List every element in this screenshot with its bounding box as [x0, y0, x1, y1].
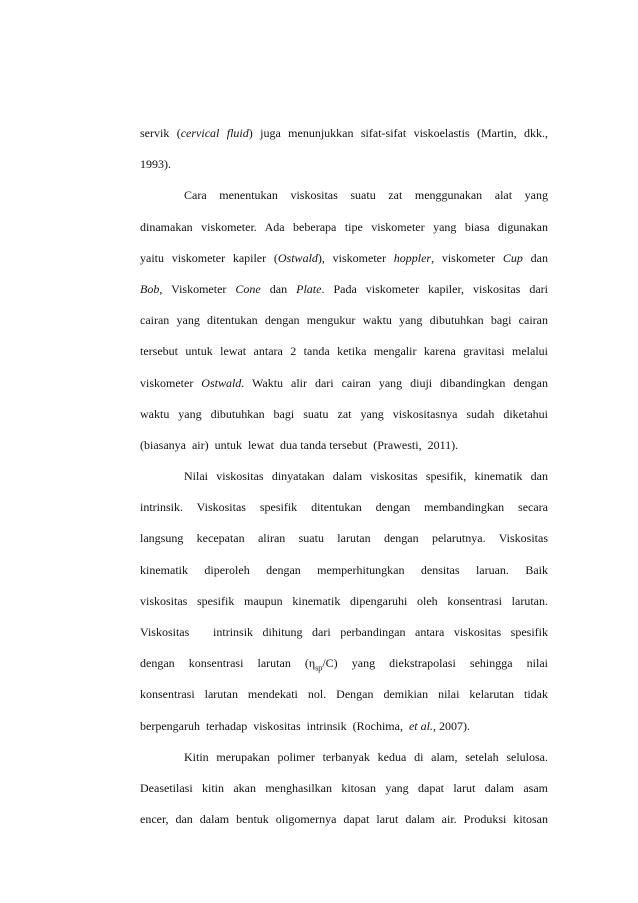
- text-line: [140, 773, 548, 804]
- text-segment: (biasanya air) untuk lewat dua tanda tersebut (Prawesti, 2011).: [140, 437, 459, 452]
- text-segment: viskometer: [140, 375, 202, 390]
- text-line: [140, 243, 548, 274]
- text-line: [140, 430, 548, 461]
- text-segment: berpengaruh terhadap viskositas intrinsik (Rochima,: [140, 718, 409, 733]
- italic-text: Ostwald: [277, 250, 318, 265]
- text-line: [140, 555, 548, 586]
- italic-text: Cup: [502, 250, 523, 265]
- text-segment: Nilai viskositas dinyatakan dalam viskositas spesifik, kinematik dan: [184, 469, 548, 484]
- italic-text: Plate: [296, 281, 322, 296]
- text-segment: waktu yang dibutuhkan bagi suatu zat yang viskositasnya sudah diketahui: [140, 406, 548, 421]
- text-line: [140, 212, 548, 243]
- italic-text: Cone: [235, 281, 261, 296]
- text-line: [140, 742, 548, 773]
- text-line: [140, 523, 548, 554]
- text-segment: Cara menentukan viskositas suatu zat menggunakan alat yang: [184, 188, 548, 203]
- text-segment: yaitu viskometer kapiler (: [140, 250, 278, 265]
- text-line: [140, 648, 548, 679]
- text-segment: dinamakan viskometer. Ada beberapa tipe viskometer yang biasa digunakan: [140, 219, 548, 234]
- italic-text: Bob: [140, 281, 160, 296]
- text-line: [140, 118, 548, 149]
- text-line: [140, 180, 548, 211]
- text-segment: encer, dan dalam bentuk oligomernya dapat larut dalam air. Produksi kitosan: [140, 812, 548, 827]
- italic-text: cervical fluid: [180, 126, 249, 140]
- text-segment: , Viskometer: [159, 281, 236, 296]
- text-segment: . Pada viskometer kapiler, viskositas dari: [321, 281, 548, 296]
- italic-text: Ostwald: [201, 375, 242, 390]
- text-segment: , 2007).: [432, 718, 470, 733]
- text-line: [140, 461, 548, 492]
- text-line: [140, 586, 548, 617]
- text-segment: ) juga menunjukkan sifat-sifat viskoelastis (Martin, dkk.,: [248, 126, 548, 140]
- text-segment: intrinsik. Viskositas spesifik ditentukan dengan membandingkan secara: [140, 500, 548, 515]
- text-line: [140, 679, 548, 710]
- text-segment: tersebut untuk lewat antara 2 tanda ketika mengalir karena gravitasi melalui: [140, 344, 548, 359]
- text-segment: dan: [522, 250, 548, 265]
- text-segment: , viskometer: [431, 250, 503, 265]
- text-line: [140, 305, 548, 336]
- text-segment: dengan konsentrasi larutan (η: [140, 656, 316, 671]
- text-line: [140, 274, 548, 305]
- text-segment: dan: [260, 281, 297, 296]
- italic-text: et al.: [408, 718, 433, 733]
- text-line: [140, 399, 548, 430]
- text-segment: kinematik diperoleh dengan memperhitungkan densitas laruan. Baik: [140, 562, 548, 577]
- text-segment: Kitin merupakan polimer terbanyak kedua di alam, setelah selulosa.: [184, 749, 548, 764]
- text-segment: Viskositas intrinsik dihitung dari perbandingan antara viskositas spesifik: [140, 625, 548, 639]
- text-segment: ), viskometer: [317, 250, 394, 265]
- text-segment: servik (: [140, 126, 181, 140]
- subscript-text: sp: [315, 663, 323, 673]
- text-segment: /C) yang diekstrapolasi sehingga nilai: [322, 656, 548, 671]
- text-line: [140, 368, 548, 399]
- text-line: [140, 804, 548, 835]
- text-segment: konsentrasi larutan mendekati nol. Dengan demikian nilai kelarutan tidak: [140, 687, 548, 702]
- text-line: [140, 711, 548, 742]
- text-segment: Deasetilasi kitin akan menghasilkan kitosan yang dapat larut dalam asam: [140, 780, 548, 795]
- text-line: [140, 492, 548, 523]
- text-segment: langsung kecepatan aliran suatu larutan dengan pelarutnya. Viskositas: [140, 531, 548, 546]
- text-segment: cairan yang ditentukan dengan mengukur waktu yang dibutuhkan bagi cairan: [140, 313, 548, 328]
- body-text: [140, 118, 548, 835]
- text-segment: viskositas spesifik maupun kinematik dipengaruhi oleh konsentrasi larutan.: [140, 593, 548, 608]
- text-segment: 1993).: [140, 157, 171, 172]
- text-line: [140, 336, 548, 367]
- italic-text: hoppler: [393, 250, 432, 265]
- text-line: [140, 149, 548, 180]
- text-line: [140, 617, 548, 648]
- text-segment: . Waktu alir dari cairan yang diuji dibandingkan dengan: [241, 375, 548, 390]
